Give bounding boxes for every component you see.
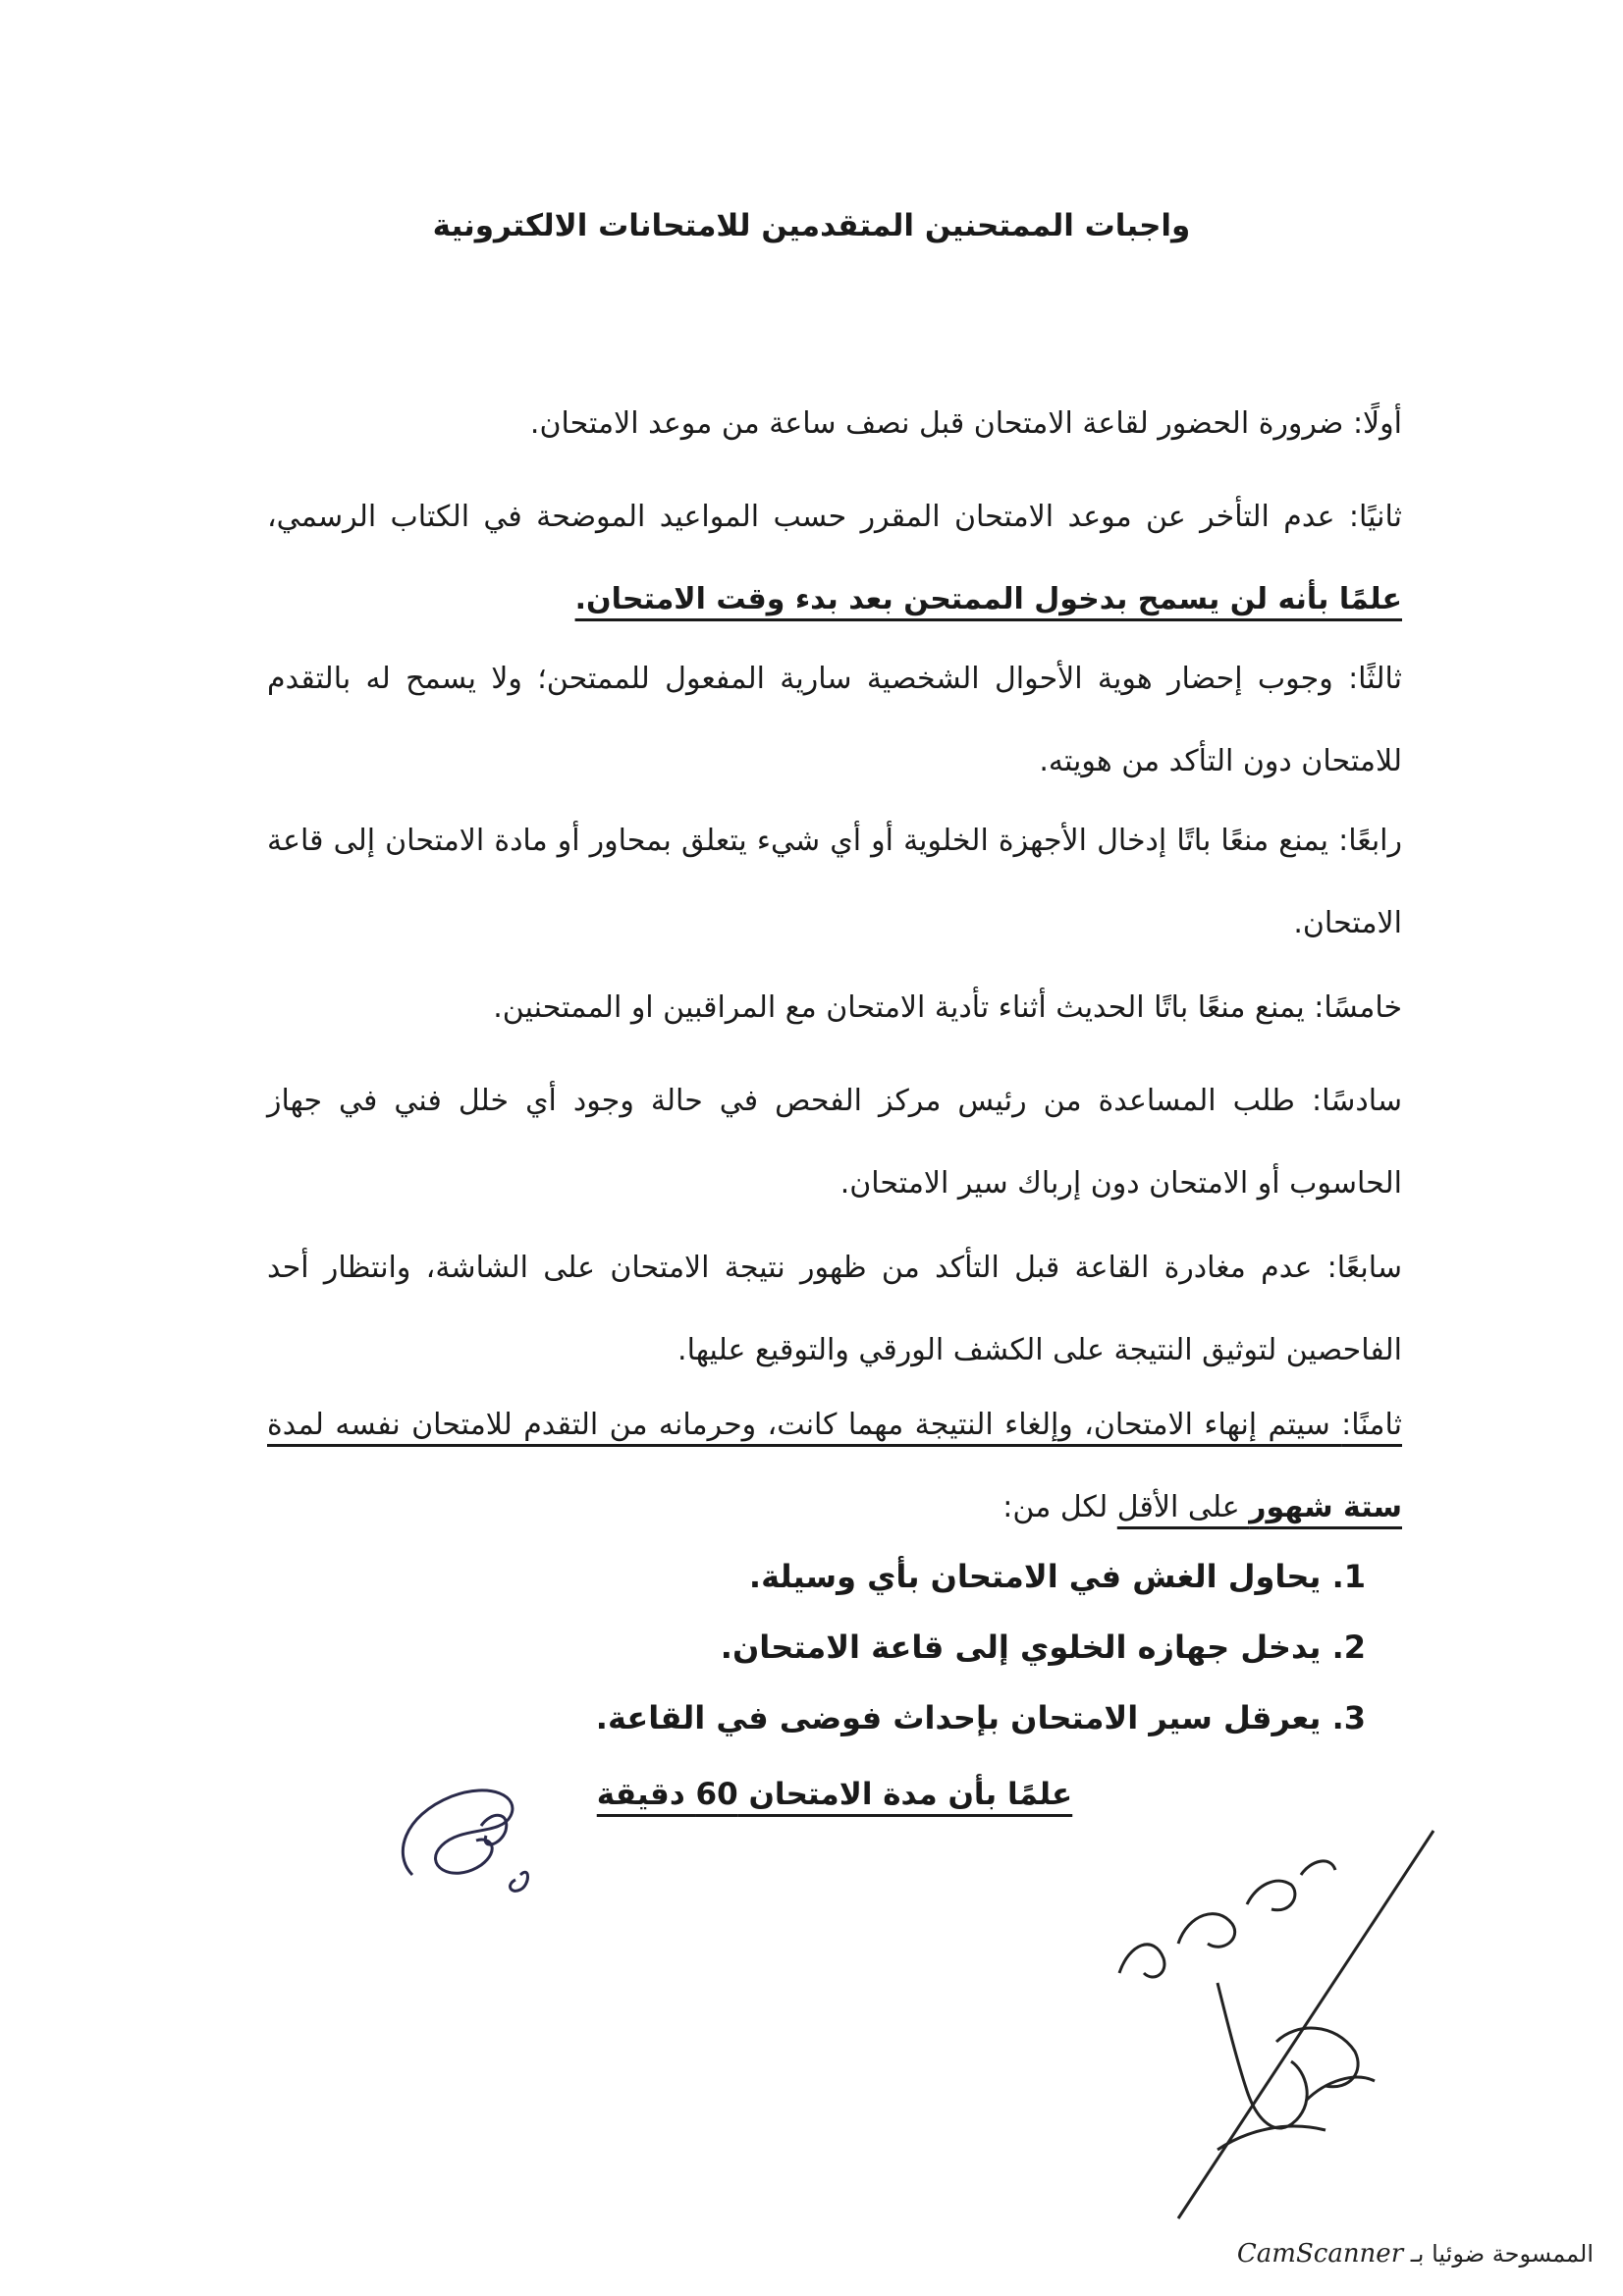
clause-text-b: على الأقل [1116,1490,1250,1524]
clause-3 [267,638,1402,803]
list-text: يحاول الغش في الامتحان بأي وسيلة. [748,1558,1332,1595]
clause-label: ثالثًا: [1348,662,1402,696]
clause-label: سابعًا: [1326,1251,1402,1285]
initials-signature [383,1767,560,1914]
list-text: يعرقل سير الامتحان بإحداث فوضى في القاعة. [595,1699,1332,1736]
clause-7 [267,1227,1402,1392]
list-item [482,1541,1366,1612]
clause-text: يمنع منعًا باتًا الحديث أثناء تأدية الامتحان مع المراقبين او الممتحنين. [493,990,1315,1025]
clause-label: خامسًا: [1314,990,1402,1025]
clause-label: رابعًا: [1338,824,1402,858]
list-item [482,1612,1366,1682]
list-number: 2. [1331,1629,1366,1666]
duration-note: علمًا بأن مدة الامتحان 60 دقيقة [596,1777,1073,1812]
clause-5 [267,967,1402,1049]
clause-text: عدم التأخر عن موعد الامتحان المقرر حسب المواعيد الموضحة في الكتاب الرسمي، [267,500,1349,534]
clause-6 [267,1060,1402,1225]
document-title: واجبات الممتحنين المتقدمين للامتحانات الالكترونية [432,208,1191,243]
clause-text: يمنع منعًا باتًا إدخال الأجهزة الخلوية أو أي شيء يتعلق بمحاور أو مادة الامتحان إلى قاعة الامتحان. [267,824,1402,940]
clause-label: ثامنًا: [1341,1408,1402,1442]
handwritten-signature [1060,1826,1453,2238]
footer-prefix: الممسوحة ضوئيا بـ [1410,2240,1594,2268]
clause-label: ثانيًا: [1348,500,1402,534]
clause-2 [267,476,1402,641]
initials-signature-icon [383,1767,560,1914]
clause-text: طلب المساعدة من رئيس مركز الفحص في حالة وجود أي خلل فني في جهاز الحاسوب أو الامتحان دون إرباك سير الامتحان. [267,1084,1402,1201]
clause-4 [267,800,1402,965]
clause-text: وجوب إحضار هوية الأحوال الشخصية سارية المفعول للممتحن؛ ولا يسمح له بالتقدم للامتحان دون التأكد من هويته. [267,662,1402,778]
clause-tail: لكل من: [1002,1490,1117,1524]
clause-label: أولًا: [1352,406,1402,441]
footer-brand: CamScanner [1236,2239,1404,2269]
scanner-footer [1237,2239,1594,2269]
clause-8-underlined [267,1408,1402,1524]
clause-label: سادسًا: [1311,1084,1402,1118]
clause-emphasis: علمًا بأنه لن يسمح بدخول الممتحن بعد بدء وقت الامتحان. [574,582,1402,616]
clause-1 [267,383,1402,465]
clause-text: ضرورة الحضور لقاعة الامتحان قبل نصف ساعة من موعد الامتحان. [529,406,1353,441]
list-number: 3. [1331,1699,1366,1736]
clause-text-a: سيتم إنهاء الامتحان، وإلغاء النتيجة مهما كانت، وحرمانه من التقدم للامتحان نفسه لمدة [267,1408,1342,1442]
clause-8 [267,1384,1402,1549]
handwritten-signature-icon [1060,1826,1453,2238]
clause-bold: ستة شهور [1249,1490,1402,1524]
list-item [482,1682,1366,1753]
violations-list [482,1541,1366,1753]
list-number: 1. [1331,1558,1366,1595]
clause-text: عدم مغادرة القاعة قبل التأكد من ظهور نتيجة الامتحان على الشاشة، وانتظار أحد الفاحصين لتوثيق النتيجة على الكشف الورقي والتوقيع عليها. [267,1251,1402,1367]
list-text: يدخل جهازه الخلوي إلى قاعة الامتحان. [720,1629,1332,1666]
